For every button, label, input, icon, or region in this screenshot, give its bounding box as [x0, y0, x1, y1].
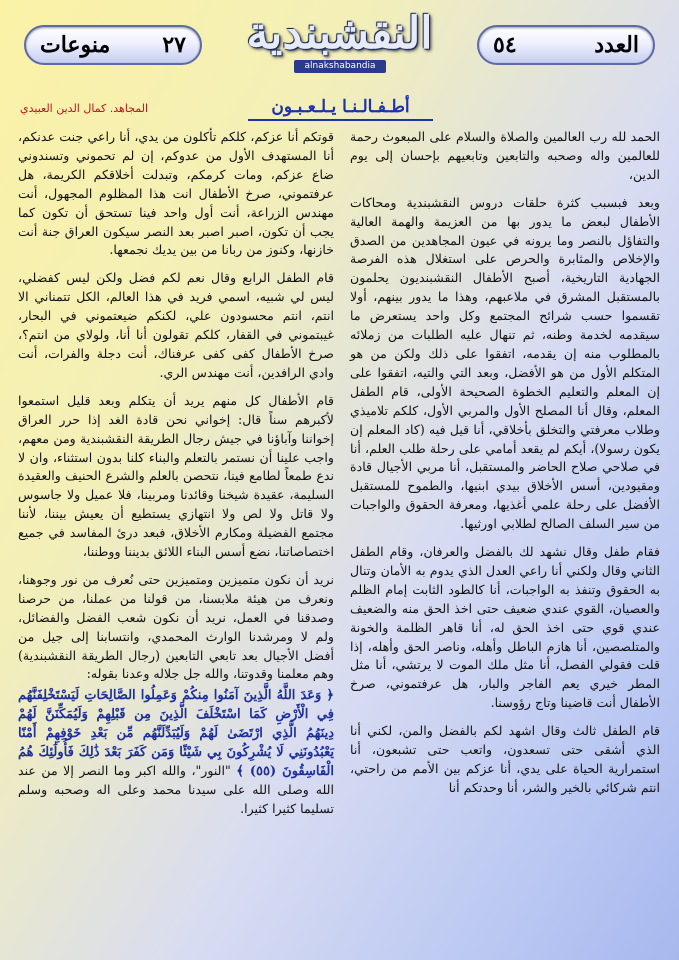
- article-author: المجاهد. كمال الدين العبيدي: [20, 102, 149, 115]
- section-label: منوعات: [40, 32, 111, 58]
- logo-subtitle: alnakshabandia: [294, 60, 386, 73]
- paragraph: قام الأطفال كل منهم يريد أن يتكلم وبعد قليل استمعوا لأكبرهم سناً قال: إخواني نحن قادة الغد إذا حرر العراق إخواننا وآباؤنا في جيش رجال الطريقة النقشبندية ومن معهم، واجب علينا أن نستمر بالتعلم والبناء كلنا بدون استثناء، وان لا ندع طمعاً لطامع فينا، نتحصن بالعلم والشرع الحنيف والعقيدة السليمة، عقيدة شيخنا وقائدنا ومربينا، فلا عميل ولا جاسوس ولا قاتل ولا لص ولا انتهازي يستطيع أن يعيش بيننا، لأننا مجتمع الفضيلة ومكارم الأخلاق، فبعد درئ المفاسد في جميع اختصاصاتنا، نضع أسس البناء اللائق بديننا ووطننا،: [18, 392, 334, 560]
- paragraph: نريد أن نكون متميزين ومتميزين حتى نُعرف من نور وجوهنا، ونعرف من هيئة ملابسنا، من قولنا من عملنا، من حرصنا وصدقنا في العمل، نريد أن نكون شعب الفضل والفضائل، ولم لا ومرشدنا الوارث المحمدي، وانتسابنا إلى جيل من أفضل الأجيال بعد تابعي التابعين (رجال الطريقة النقشبندية) وهم معلمنا وقدوتنا، والله جل جلاله وعدنا بقوله:: [18, 571, 334, 682]
- paragraph: وبعد فبسبب كثرة حلقات دروس النقشبندية ومحاكات الأطفال لبعض ما يدور بها من العزيمة والهمة العالية والتفاؤل بالنصر وما يرونه في عيون المجاهدين من الصدق والإخلاص والمثابرة والحرص على استغلال هذه الفرصة الجهادية التاريخية، أصبح الأطفال النقشبنديون يحلمون بالمستقبل المشرق في ملاعبهم، وهذا ما يدور بينهم، أولا تقسموا حسب شرائح المجتمع وكل واحد يستعرض ما سيقدمه لخدمة وطنه، ثم تنهال عليه الطلبات من زملائه بالمطلوب منه إن يقدمه، اتفقوا على ذلك ولكن من هو المتكلم الأول من هو الأفضل، وبعد التي والتيه، اتفقوا على إن المعلم والتعليم الخطوة الصحيحة الأولى، قام الطفل المعلم، وقال أنا المصلح الأول والمربي الأول، كلكم تلاميذي وطلاب معرفتي والتخلق بأخلاقي، أنا قيل فيه (كاد المعلم إن يكون رسولا)، أيكم لم يقعد أمامي على رحلة طلب العلم، أنا في صلاحي صلاح الحاضر والمستقبل، أنا مربي الأجيال قادة ومقيودين، أسس الأخلاق بيدي ابنيها، والطموح للمستقبل الأفضل على رحلة علمي أغذيها، ومعرفة الحقوق والواجبات من سير السلف الصالح لطلابي اورثيها.: [350, 194, 660, 532]
- page-number: ٢٧: [162, 32, 186, 58]
- quran-verse: ﴿ وَعَدَ اللَّهُ الَّذِينَ آمَنُوا مِنكُمْ وَعَمِلُوا الصَّالِحَاتِ لَيَسْتَخْلِفَنَّهُم فِي الْأَرْضِ كَمَا اسْتَخْلَفَ الَّذِينَ مِن قَبْلِهِمْ وَلَيُمَكِّنَنَّ لَهُمْ دِينَهُمُ الَّذِي ارْتَضَىٰ لَهُمْ وَلَيُبَدِّلَنَّهُم مِّن بَعْدِ خَوْفِهِمْ أَمْنًا يَعْبُدُونَنِي لَا يُشْرِكُونَ بِي شَيْئًا وَمَن كَفَرَ بَعْدَ ذَٰلِكَ فَأُولَٰئِكَ هُمُ الْفَاسِقُونَ (٥٥) ﴾: [18, 688, 334, 780]
- verse-reference: "النور"،: [191, 763, 231, 779]
- page-header: [0, 0, 679, 88]
- paragraph: فقام طفل وقال نشهد لك بالفضل والعرفان، وقام الطفل الثاني وقال ولكني أنا راعي العدل الذي يدوم به الأمان وتنال به الحقوق وتنفذ به الواجبات، أنا كالطود الثابت إمام الظلم والعصيان، القوي عندي ضعيف حتى اخذ الحق منه والضعيف عندي قوي حتى اخذ الحق له، أنا قاهر الظلمة والخونة والمتلصصين، أنا هازم الباطل وأهله، وناصر الحق وأهله، إذا قلت فقولي الفصل، أنا مثل ملك الموت لا يرتشي، أنا مثل المطر خيري يعم الفاجر والبار، هل عرفتموني، صرخ الأطفال أنت قاضينا وتاج رؤوسنا.: [350, 544, 660, 711]
- magazine-logo: [232, 4, 447, 80]
- logo-title: النقشبندية: [246, 8, 433, 59]
- paragraph: قام الطفل ثالث وقال اشهد لكم بالفضل والمن، لكني أنا الذي أشقى حتى تسعدون، واتعب حتى تشبعون، أنا استمرارية الحياة على يدي، أنا عزكم بين الأمم من راحتي، انتم شركائي بالخير والشر، أنا وحدتكم أنا: [350, 723, 660, 795]
- article-title: أطـفـالـنـا يـلـعـبـون: [248, 96, 433, 121]
- issue-number: ٥٤: [493, 32, 517, 58]
- article-column-right: [350, 128, 660, 807]
- issue-label: العدد: [594, 32, 639, 58]
- article-column-left: [18, 128, 334, 821]
- paragraph: قام الطفل الرابع وقال نعم لكم فضل ولكن ليس كفضلي، ليس لي شبيه، اسمي فريد في هذا العالم، الكل تتمناني الا انتم، انتم محسودون علي، لكنكم ضيعتموني في البحار، غيبتموني في القفار، كلكم تقولون أنا أنا، ولولاي من انتم؟، صرخ الأطفال كفى كفى عرفناك، أنت دجلة والفرات، أنت وادي الرافدين، أنت مهندس الري.: [18, 270, 334, 380]
- closing-text: والله اكبر وما النصر إلا من عند الله وصلى الله على سيدنا محمد وعلى اله وصحبه وسلم تسليما كثيرا كثيرا.: [18, 763, 334, 817]
- paragraph: قوتكم أنا عزكم، كلكم تأكلون من يدي، أنا راعي جنت عدنكم، أنا المستهدف الأول من عدوكم، إن لم تحموني وتسندوني ضاع عزكم، ومات كرمكم، وتبدلت أخلاقكم الكريمة، هل عرفتموني، صرخ الأطفال انت هذا المظلوم المجهول، أنت مهندس الزراعة، أنت أول واحد فينا تستحق أن تكون كما يجب أن تكون، اصبر اصبر بعد النصر سيكون العراق جنة أنت خازنها، وكنوز من ربانا من بين يديك نجمعها.: [18, 129, 334, 258]
- page-section-badge: [24, 25, 202, 65]
- paragraph: الحمد لله رب العالمين والصلاة والسلام على المبعوث رحمة للعالمين واله وصحبه والتابعين وتابعيهم بإحسان إلى يوم الدين،: [350, 129, 660, 182]
- issue-badge: [477, 25, 655, 65]
